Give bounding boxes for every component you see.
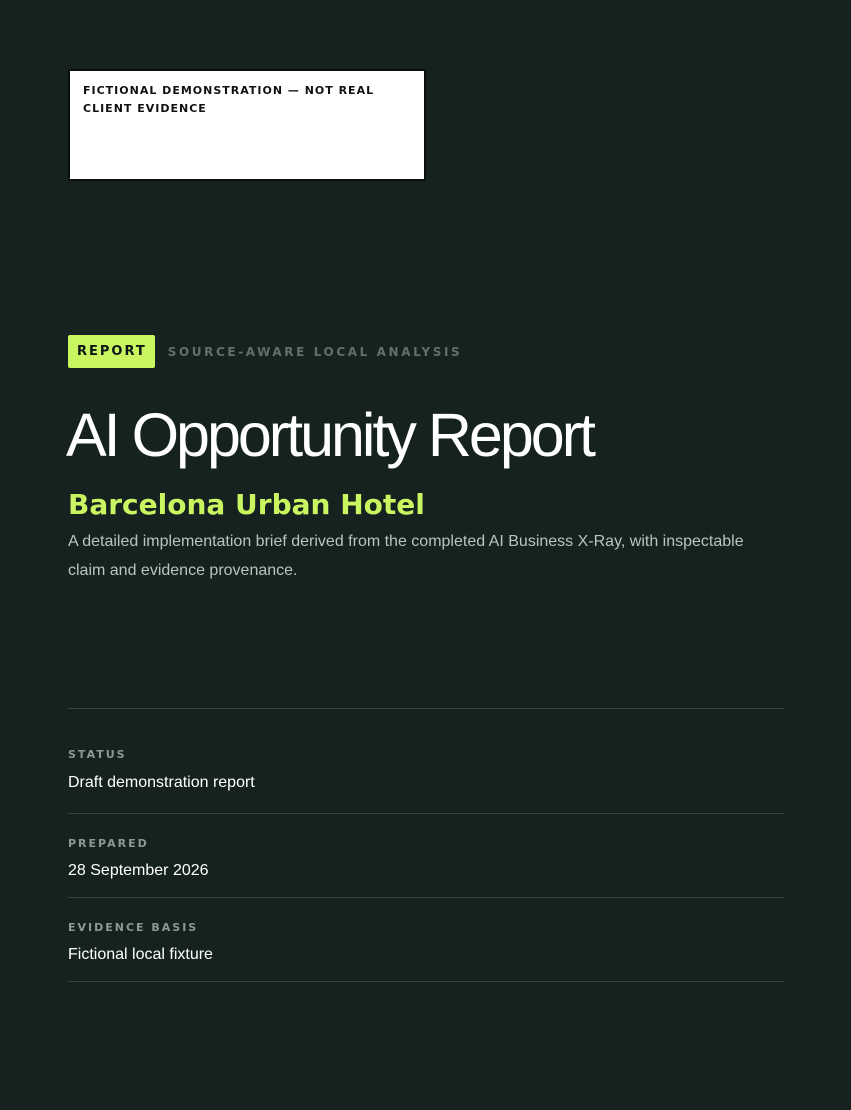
status-value: Draft demonstration report — [68, 774, 255, 791]
page-title: AI Opportunity Report — [66, 401, 593, 469]
demonstration-notice-text: FICTIONAL DEMONSTRATION — NOT REAL CLIENT EVIDENCE — [83, 84, 375, 115]
report-metadata — [68, 708, 784, 982]
client-name: Barcelona Urban Hotel — [68, 488, 425, 521]
prepared-label: PREPARED — [68, 837, 149, 850]
prepared-value: 28 September 2026 — [68, 862, 209, 879]
evidence-basis-label: EVIDENCE BASIS — [68, 921, 199, 934]
analysis-type-label: SOURCE-AWARE LOCAL ANALYSIS — [167, 344, 463, 359]
meta-row-status — [68, 709, 784, 814]
evidence-basis-value: Fictional local fixture — [68, 946, 213, 963]
report-badge: REPORT — [68, 335, 155, 368]
meta-row-evidence-basis — [68, 898, 784, 982]
meta-row-prepared — [68, 814, 784, 898]
report-kicker — [68, 335, 462, 368]
status-label: STATUS — [68, 748, 127, 761]
report-description: A detailed implementation brief derived from the completed AI Business X-Ray, with inspectable claim and evidence provenance. — [68, 533, 744, 579]
demonstration-notice — [68, 69, 426, 181]
